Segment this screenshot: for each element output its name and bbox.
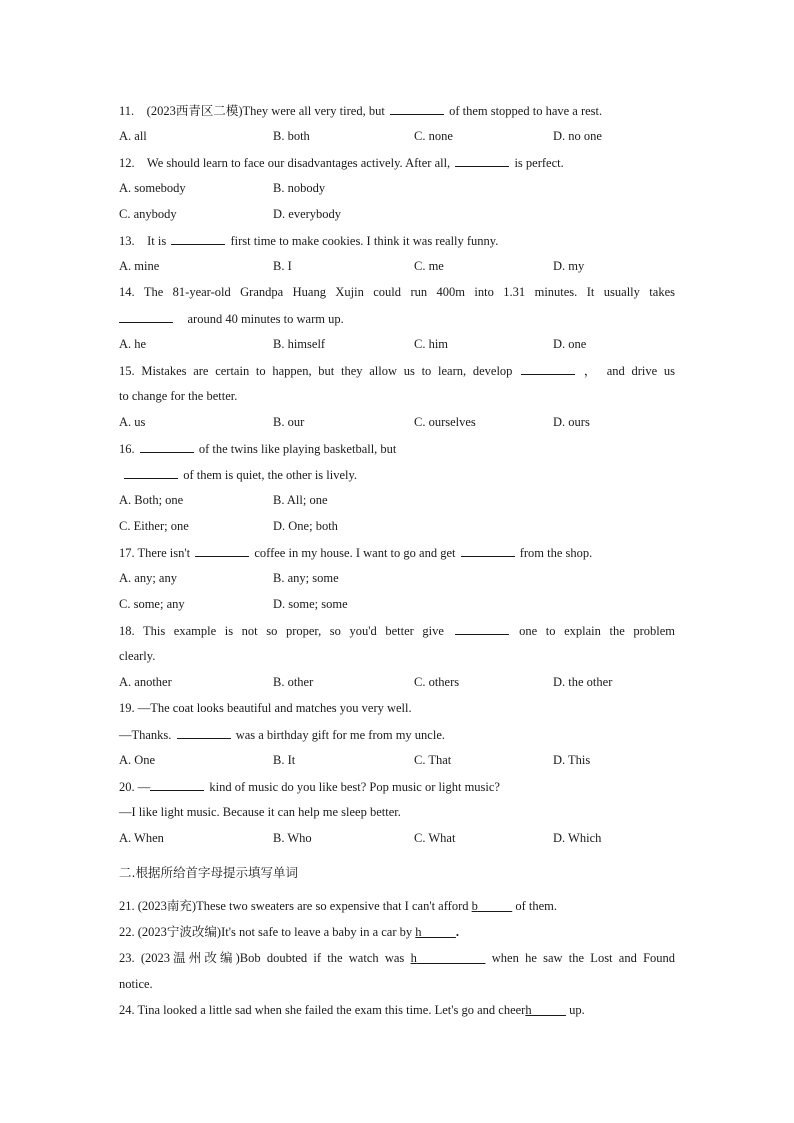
question-17 <box>119 544 675 561</box>
option-c[interactable]: C. others <box>414 675 460 689</box>
option-b[interactable]: B. any; some <box>273 571 339 585</box>
question-text: 23. (2023温州改编)Bob doubted if the watch was <box>119 951 405 965</box>
option-d[interactable]: D. my <box>553 259 585 273</box>
question-text: . <box>455 925 460 939</box>
option-a[interactable]: A. When <box>119 831 164 845</box>
question-15 <box>119 362 675 379</box>
first-letter-hint: b <box>471 899 478 913</box>
question-text: when he saw the Lost and Found <box>491 951 676 965</box>
option-a[interactable]: A. One <box>119 753 156 767</box>
question-text: They were all very tired, but <box>242 104 385 118</box>
question-text: —Thanks. <box>119 728 172 742</box>
option-c[interactable]: C. him <box>414 337 449 351</box>
option-c[interactable]: C. some; any <box>119 597 185 611</box>
question-text: 24. Tina looked a little sad when she failed the exam this time. Let's go and cheer <box>119 1003 526 1017</box>
option-a[interactable]: A. he <box>119 337 147 351</box>
question-text: 21. (2023南充)These two sweaters are so expensive that I can't afford <box>119 899 469 913</box>
option-d[interactable]: D. no one <box>553 129 602 143</box>
option-b[interactable]: B. I <box>273 259 292 273</box>
option-d[interactable]: D. ours <box>553 415 590 429</box>
option-d[interactable]: D. everybody <box>273 207 342 221</box>
question-text: 18. This example is not so proper, so you'd better give <box>119 624 444 638</box>
answer-blank[interactable] <box>140 440 194 453</box>
answer-blank[interactable] <box>521 362 575 375</box>
question-text: one to explain the problem <box>519 624 676 638</box>
question-text: of the twins like playing basketball, but <box>198 442 397 456</box>
option-a[interactable]: A. somebody <box>119 181 186 195</box>
question-text: around 40 minutes to warm up. <box>187 312 344 326</box>
option-d[interactable]: D. Which <box>553 831 602 845</box>
option-a[interactable]: A. Both; one <box>119 493 184 507</box>
question-11 <box>119 102 675 119</box>
option-c[interactable]: C. none <box>414 129 453 143</box>
option-a[interactable]: A. mine <box>119 259 160 273</box>
option-d[interactable]: D. One; both <box>273 519 338 533</box>
option-c[interactable]: C. That <box>414 753 452 767</box>
question-text: kind of music do you like best? Pop music or light music? <box>209 780 500 794</box>
question-20 <box>119 778 675 795</box>
option-d[interactable]: D. one <box>553 337 587 351</box>
question-18-cont: clearly. <box>119 649 156 663</box>
option-b[interactable]: B. Who <box>273 831 312 845</box>
question-text: of them stopped to have a rest. <box>449 104 603 118</box>
answer-blank[interactable] <box>171 232 225 245</box>
question-number: 11. <box>119 104 135 118</box>
answer-blank[interactable] <box>455 622 509 635</box>
question-18 <box>119 622 675 639</box>
question-text: of them is quiet, the other is lively. <box>183 468 358 482</box>
question-text: 15. Mistakes are certain to happen, but they allow us to learn, develop <box>119 364 513 378</box>
question-16-cont <box>119 466 675 483</box>
question-19-cont <box>119 726 675 743</box>
option-b[interactable]: B. other <box>273 675 314 689</box>
question-text: was a birthday gift for me from my uncle. <box>235 728 446 742</box>
question-text: is perfect. <box>514 156 564 170</box>
option-b[interactable]: B. It <box>273 753 296 767</box>
question-text: 14. The 81-year-old Grandpa Huang Xujin could run 400m into 1.31 minutes. It usually takes <box>119 285 675 299</box>
option-a[interactable]: A. us <box>119 415 146 429</box>
question-13 <box>119 232 675 249</box>
question-text: first time to make cookies. I think it was really funny. <box>230 234 499 248</box>
option-a[interactable]: A. all <box>119 129 147 143</box>
option-c[interactable]: C. me <box>414 259 444 273</box>
question-number: 13. <box>119 234 135 248</box>
question-text: 22. (2023宁波改编)It's not safe to leave a baby in a car by <box>119 925 413 939</box>
question-text: ， and drive us <box>583 364 676 378</box>
option-c[interactable]: C. Either; one <box>119 519 189 533</box>
question-text: We should learn to face our disadvantages actively. After all, <box>146 156 451 170</box>
option-d[interactable]: D. This <box>553 753 591 767</box>
option-d[interactable]: D. some; some <box>273 597 348 611</box>
question-text: of them. <box>515 899 558 913</box>
option-a[interactable]: A. any; any <box>119 571 177 585</box>
question-number: 16. <box>119 442 135 456</box>
answer-blank[interactable] <box>119 310 173 323</box>
first-letter-hint: h <box>415 925 422 939</box>
question-text: from the shop. <box>519 546 593 560</box>
option-c[interactable]: C. ourselves <box>414 415 476 429</box>
question-20-cont: —I like light music. Because it can help me sleep better. <box>119 805 401 819</box>
question-22 <box>119 924 675 940</box>
answer-blank[interactable] <box>390 102 444 115</box>
question-23-cont: notice. <box>119 977 153 991</box>
question-16 <box>119 440 675 457</box>
option-d[interactable]: D. the other <box>553 675 613 689</box>
section-heading: 二.根据所给首字母提示填写单词 <box>119 865 298 880</box>
question-source: (2023西青区二模) <box>146 104 243 118</box>
option-b[interactable]: B. nobody <box>273 181 326 195</box>
question-text: coffee in my house. I want to go and get <box>254 546 456 560</box>
question-text: It is <box>147 234 167 248</box>
question-text: 17. There isn't <box>119 546 191 560</box>
question-number: 12. <box>119 156 135 170</box>
question-24 <box>119 1002 675 1018</box>
question-12 <box>119 154 675 171</box>
first-letter-hint: h <box>410 951 417 965</box>
question-23 <box>119 950 675 966</box>
answer-blank[interactable] <box>150 778 204 791</box>
option-b[interactable]: B. himself <box>273 337 326 351</box>
question-19: 19. —The coat looks beautiful and matches you very well. <box>119 701 412 715</box>
option-c[interactable]: C. What <box>414 831 456 845</box>
question-15-cont: to change for the better. <box>119 389 238 403</box>
question-14-cont <box>119 310 675 327</box>
answer-blank[interactable] <box>195 544 249 557</box>
question-text: up. <box>569 1003 585 1017</box>
first-letter-hint: h <box>525 1003 532 1017</box>
option-b[interactable]: B. our <box>273 415 305 429</box>
question-number: 20. — <box>119 780 151 794</box>
option-b[interactable]: B. both <box>273 129 310 143</box>
answer-blank[interactable] <box>124 466 178 479</box>
option-c[interactable]: C. anybody <box>119 207 177 221</box>
question-21 <box>119 898 675 914</box>
option-a[interactable]: A. another <box>119 675 172 689</box>
answer-blank[interactable] <box>177 726 231 739</box>
answer-blank[interactable] <box>461 544 515 557</box>
answer-blank[interactable] <box>455 154 509 167</box>
question-14 <box>119 284 675 300</box>
option-b[interactable]: B. All; one <box>273 493 328 507</box>
